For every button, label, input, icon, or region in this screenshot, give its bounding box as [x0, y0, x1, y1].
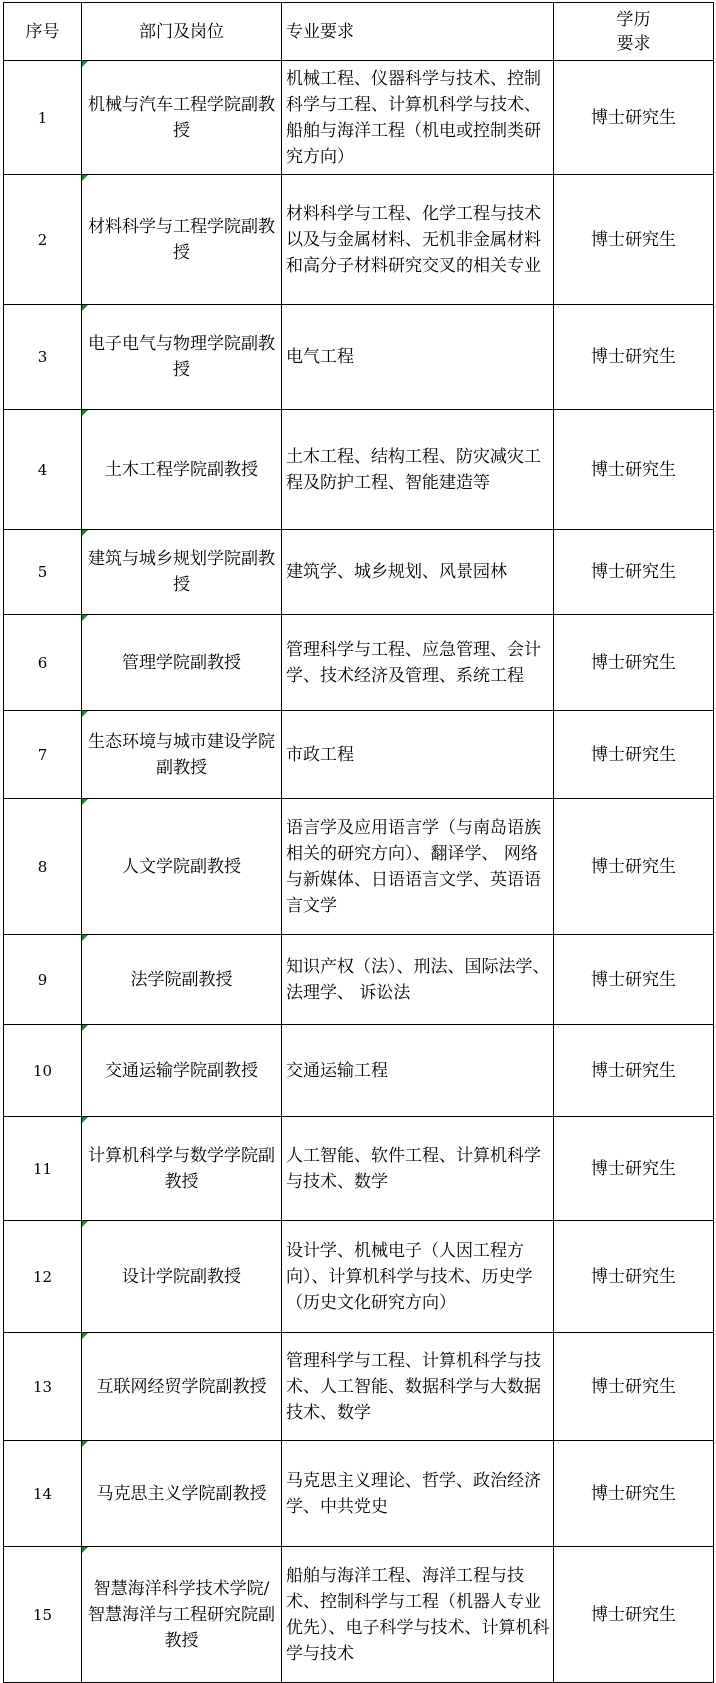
- row-major: 知识产权（法）、刑法、国际法学、法理学、 诉讼法: [282, 935, 554, 1025]
- table-row: [4, 175, 714, 305]
- header-dept: 部门及岗位: [82, 3, 282, 61]
- row-education: 博士研究生: [554, 1441, 714, 1547]
- position-table: [3, 2, 714, 1683]
- row-dept: 马克思主义学院副教授: [82, 1441, 282, 1547]
- row-dept: 人文学院副教授: [82, 799, 282, 935]
- row-dept: 智慧海洋科学技术学院/智慧海洋与工程研究院副教授: [82, 1547, 282, 1683]
- row-dept: 材料科学与工程学院副教授: [82, 175, 282, 305]
- row-dept: 电子电气与物理学院副教授: [82, 305, 282, 410]
- row-major: 材料科学与工程、化学工程与技术以及与金属材料、无机非金属材料和高分子材料研究交叉的相关专业: [282, 175, 554, 305]
- row-education: 博士研究生: [554, 1221, 714, 1333]
- row-education: 博士研究生: [554, 1333, 714, 1441]
- row-index: 5: [4, 530, 82, 615]
- header-education: [554, 3, 714, 61]
- row-education: 博士研究生: [554, 61, 714, 175]
- table-row: [4, 61, 714, 175]
- row-education: 博士研究生: [554, 799, 714, 935]
- row-index: 6: [4, 615, 82, 711]
- table-row: [4, 1441, 714, 1547]
- row-dept: 建筑与城乡规划学院副教授: [82, 530, 282, 615]
- table-row: [4, 615, 714, 711]
- row-dept: 设计学院副教授: [82, 1221, 282, 1333]
- table-row: [4, 1221, 714, 1333]
- table-row: [4, 305, 714, 410]
- row-major: 交通运输工程: [282, 1025, 554, 1117]
- header-education-line2: 要求: [616, 33, 651, 54]
- table-row: [4, 1117, 714, 1221]
- row-index: 3: [4, 305, 82, 410]
- table-row: [4, 1333, 714, 1441]
- row-education: 博士研究生: [554, 530, 714, 615]
- table-row: [4, 530, 714, 615]
- row-major: 人工智能、软件工程、计算机科学与技术、数学: [282, 1117, 554, 1221]
- row-index: 7: [4, 711, 82, 799]
- row-index: 1: [4, 61, 82, 175]
- row-education: 博士研究生: [554, 305, 714, 410]
- row-index: 11: [4, 1117, 82, 1221]
- header-major: 专业要求: [282, 3, 554, 61]
- table-row: [4, 799, 714, 935]
- row-education: 博士研究生: [554, 410, 714, 530]
- row-dept: 法学院副教授: [82, 935, 282, 1025]
- row-index: 2: [4, 175, 82, 305]
- row-dept: 管理学院副教授: [82, 615, 282, 711]
- row-dept: 交通运输学院副教授: [82, 1025, 282, 1117]
- row-index: 12: [4, 1221, 82, 1333]
- row-major: 语言学及应用语言学（与南岛语族相关的研究方向）、翻译学、 网络与新媒体、日语语言文学、英语语言文学: [282, 799, 554, 935]
- row-index: 14: [4, 1441, 82, 1547]
- row-major: 建筑学、城乡规划、风景园林: [282, 530, 554, 615]
- row-education: 博士研究生: [554, 175, 714, 305]
- table-row: [4, 935, 714, 1025]
- row-index: 9: [4, 935, 82, 1025]
- row-major: 电气工程: [282, 305, 554, 410]
- row-dept: 机械与汽车工程学院副教授: [82, 61, 282, 175]
- row-education: 博士研究生: [554, 615, 714, 711]
- row-major: 船舶与海洋工程、海洋工程与技术、控制科学与工程（机器人专业优先）、电子科学与技术、计算机科学与技术: [282, 1547, 554, 1683]
- table-header-row: [4, 3, 714, 61]
- row-major: 市政工程: [282, 711, 554, 799]
- table-row: [4, 410, 714, 530]
- row-index: 13: [4, 1333, 82, 1441]
- row-index: 10: [4, 1025, 82, 1117]
- row-major: 管理科学与工程、应急管理、会计学、技术经济及管理、系统工程: [282, 615, 554, 711]
- row-education: 博士研究生: [554, 1547, 714, 1683]
- row-dept: 互联网经贸学院副教授: [82, 1333, 282, 1441]
- row-dept: 生态环境与城市建设学院副教授: [82, 711, 282, 799]
- row-major: 马克思主义理论、哲学、政治经济学、中共党史: [282, 1441, 554, 1547]
- table-row: [4, 1025, 714, 1117]
- row-dept: 计算机科学与数学学院副教授: [82, 1117, 282, 1221]
- row-major: 设计学、机械电子（人因工程方向）、计算机科学与技术、历史学（历史文化研究方向）: [282, 1221, 554, 1333]
- header-education-line1: 学历: [616, 9, 651, 30]
- row-education: 博士研究生: [554, 1025, 714, 1117]
- row-education: 博士研究生: [554, 935, 714, 1025]
- row-index: 4: [4, 410, 82, 530]
- table-row: [4, 711, 714, 799]
- row-major: 管理科学与工程、计算机科学与技术、人工智能、数据科学与大数据技术、数学: [282, 1333, 554, 1441]
- table-row: [4, 1547, 714, 1683]
- row-major: 机械工程、仪器科学与技术、控制科学与工程、计算机科学与技术、船舶与海洋工程（机电或控制类研究方向）: [282, 61, 554, 175]
- row-index: 8: [4, 799, 82, 935]
- row-dept: 土木工程学院副教授: [82, 410, 282, 530]
- header-index: 序号: [4, 3, 82, 61]
- row-education: 博士研究生: [554, 711, 714, 799]
- row-index: 15: [4, 1547, 82, 1683]
- row-education: 博士研究生: [554, 1117, 714, 1221]
- row-major: 土木工程、结构工程、防灾减灾工程及防护工程、智能建造等: [282, 410, 554, 530]
